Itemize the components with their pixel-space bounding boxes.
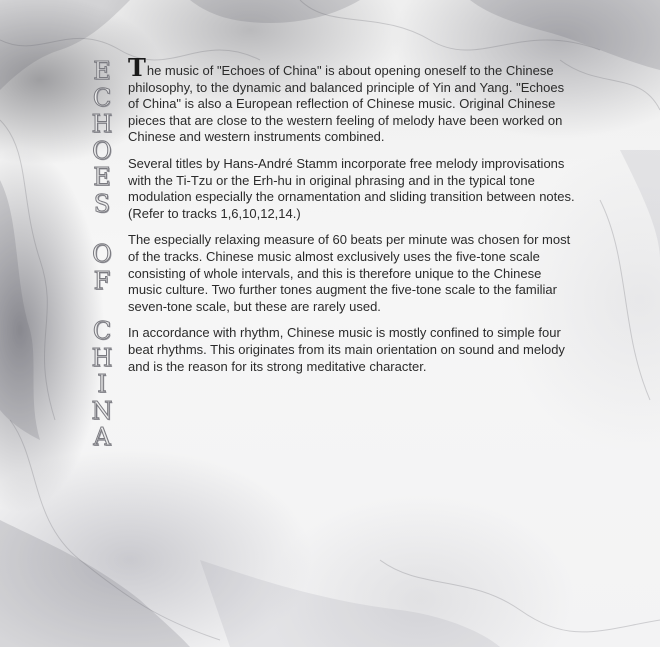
title-letter: A bbox=[93, 423, 111, 451]
vertical-title-echoes-of-china bbox=[82, 58, 122, 451]
title-letter: N bbox=[91, 396, 113, 425]
title-letter: F bbox=[93, 266, 111, 295]
title-letter: H bbox=[91, 343, 113, 372]
paragraph-intro-text: he music of "Echoes of China" is about opening oneself to the Chinese philosophy, to the dynamic and balanced principle of Yin and Yang. "Echoes of China" is also a European reflection of Chinese music. Original Chinese pieces that are close to the western feeling of melody have been worked on Chinese and western instruments combined. bbox=[128, 63, 565, 145]
title-letter: C bbox=[92, 317, 112, 345]
title-letter: O bbox=[92, 136, 112, 165]
paragraph-tempo-scale: The especially relaxing measure of 60 beats per minute was chosen for most of the tracks. Chinese music almost exclusively uses the five-tone scale consisting of whole intervals, and this is therefore unique to the Chinese music culture. Two further tones augment the five-tone scale to the familiar seven-tone scale, but these are rarely used. bbox=[128, 232, 571, 314]
paragraph-stamm: Several titles by Hans-André Stamm incorporate free melody improvisations with the Ti-Tzu or the Erh-hu in original phrasing and in the typical tone modulation especially the ornamentation and sliding transition between notes. (Refer to tracks 1,6,10,12,14.) bbox=[128, 155, 575, 221]
liner-notes-text bbox=[128, 53, 578, 385]
title-letter: E bbox=[93, 163, 111, 191]
title-letter: O bbox=[92, 240, 112, 268]
title-letter: S bbox=[93, 189, 111, 218]
title-letter: H bbox=[91, 110, 113, 138]
title-letter: E bbox=[93, 57, 111, 85]
paragraph-intro bbox=[128, 53, 578, 146]
drop-cap: T bbox=[128, 53, 146, 82]
title-letter: C bbox=[92, 83, 112, 112]
paragraph-rhythm: In accordance with rhythm, Chinese music is mostly confined to simple four beat rhythms. This originates from its main orientation on sound and melody and is the reason for its strong meditative character. bbox=[128, 325, 565, 374]
title-letter: I bbox=[97, 370, 107, 398]
